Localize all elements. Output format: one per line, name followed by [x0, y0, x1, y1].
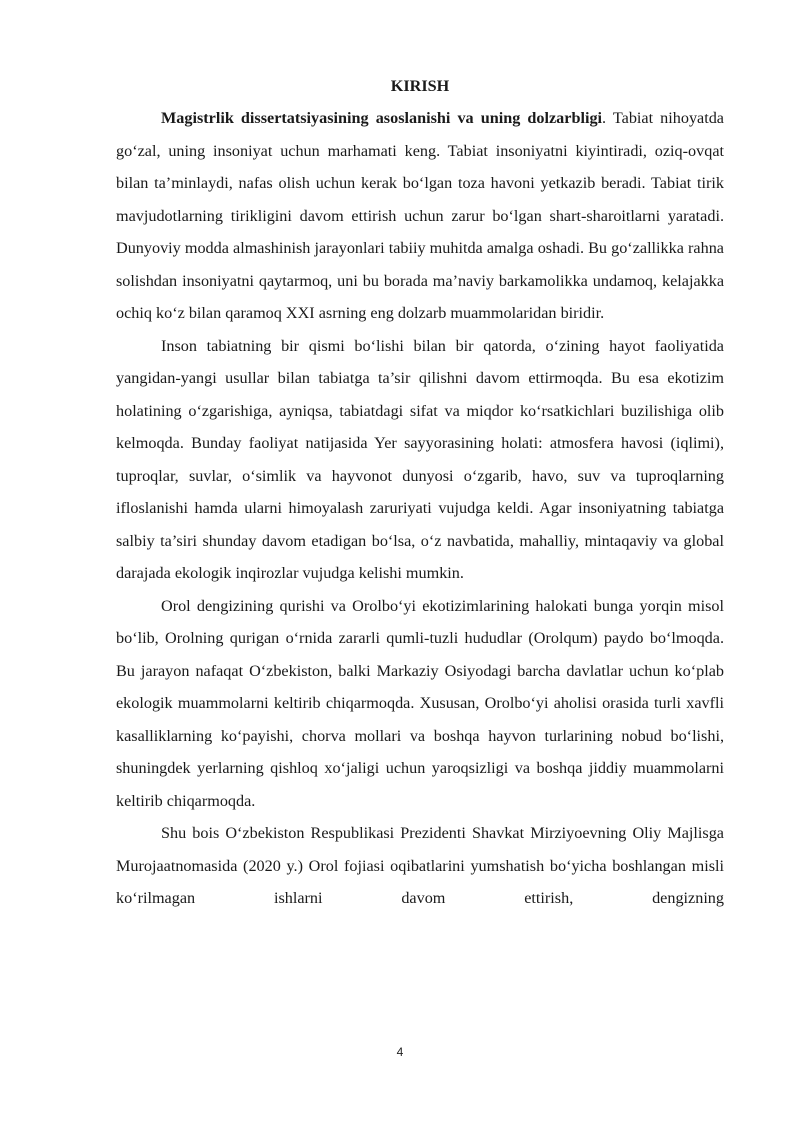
page-number: 4: [396, 1045, 404, 1059]
page-title: KIRISH: [390, 77, 450, 95]
paragraph-1: [116, 102, 724, 330]
paragraph-3: Orol dengizining qurishi va Orolbo‘yi ekotizimlarining halokati bunga yorqin misol bo‘lib, Orolning qurigan o‘rnida zararli qumli-tuzli hududlar (Orolqum) paydo bo‘lmoqda. Bu jarayon nafaqat O‘zbekiston, balki Markaziy Osiyodagi barcha davlatlar uchun ko‘plab ekologik muammolarni keltirib chiqarmoqda. Xususan, Orolbo‘yi aholisi orasida turli xavfli kasalliklarning ko‘payishi, chorva mollari va boshqa hayvon turlarining nobud bo‘lishi, shuningdek yerlarning qishloq xo‘jaligi uchun yaroqsizligi va boshqa jiddiy muammolarni keltirib chiqarmoqda.: [116, 596, 724, 810]
paragraph-text: . Tabiat nihoyatda go‘zal, uning insoniyat uchun marhamati keng. Tabiat insoniyatni kiyintiradi, oziq-ovqat bilan ta’minlaydi, nafas olish uchun kerak bo‘lgan toza havoni yetkazib beradi. Tabiat tirik mavjudotlarning tirikligini davom ettirish uchun zarur bo‘lgan shart-sharoitlarni yaratadi. Dunyoviy modda almashinish jarayonlari tabiiy muhitda amalga oshadi. Bu go‘zallikka rahna solishdan insoniyatni qaytarmoq, uni bu borada ma’naviy barkamolikka undamoq, kelajakka ochiq ko‘z bilan qaramoq XXI asrning eng dolzarb muammolaridan biridir.: [116, 109, 724, 322]
document-page: [116, 70, 724, 915]
paragraph-4: Shu bois O‘zbekiston Respublikasi Prezidenti Shavkat Mirziyoevning Oliy Majlisga Murojaatnomasida (2020 y.) Orol fojiasi oqibatlarini yumshatish bo‘yicha boshlangan misli ko‘rilmagan ishlarni davom ettirish, dengizning: [116, 824, 724, 907]
paragraph-lead: Magistrlik dissertatsiyasining asoslanishi va uning dolzarbligi: [161, 109, 603, 127]
paragraph-2: Inson tabiatning bir qismi bo‘lishi bilan bir qatorda, o‘zining hayot faoliyatida yangidan-yangi usullar bilan tabiatga ta’sir qilishni davom ettirmoqda. Bu esa ekotizim holatining o‘zgarishiga, ayniqsa, tabiatdagi sifat va miqdor ko‘rsatkichlari buzilishiga olib kelmoqda. Bunday faoliyat natijasida Yer sayyorasining holati: atmosfera havosi (iqlimi), tuproqlar, suvlar, o‘simlik va hayvonot dunyosi o‘zgarib, havo, suv va tuproqlarning ifloslanishi hamda ularni himoyalash zaruriyati vujudga keldi. Agar insoniyatning tabiatga salbiy ta’siri shunday davom etadigan bo‘lsa, o‘z navbatida, mahalliy, mintaqaviy va global darajada ekologik inqirozlar vujudga kelishi mumkin.: [116, 336, 724, 582]
